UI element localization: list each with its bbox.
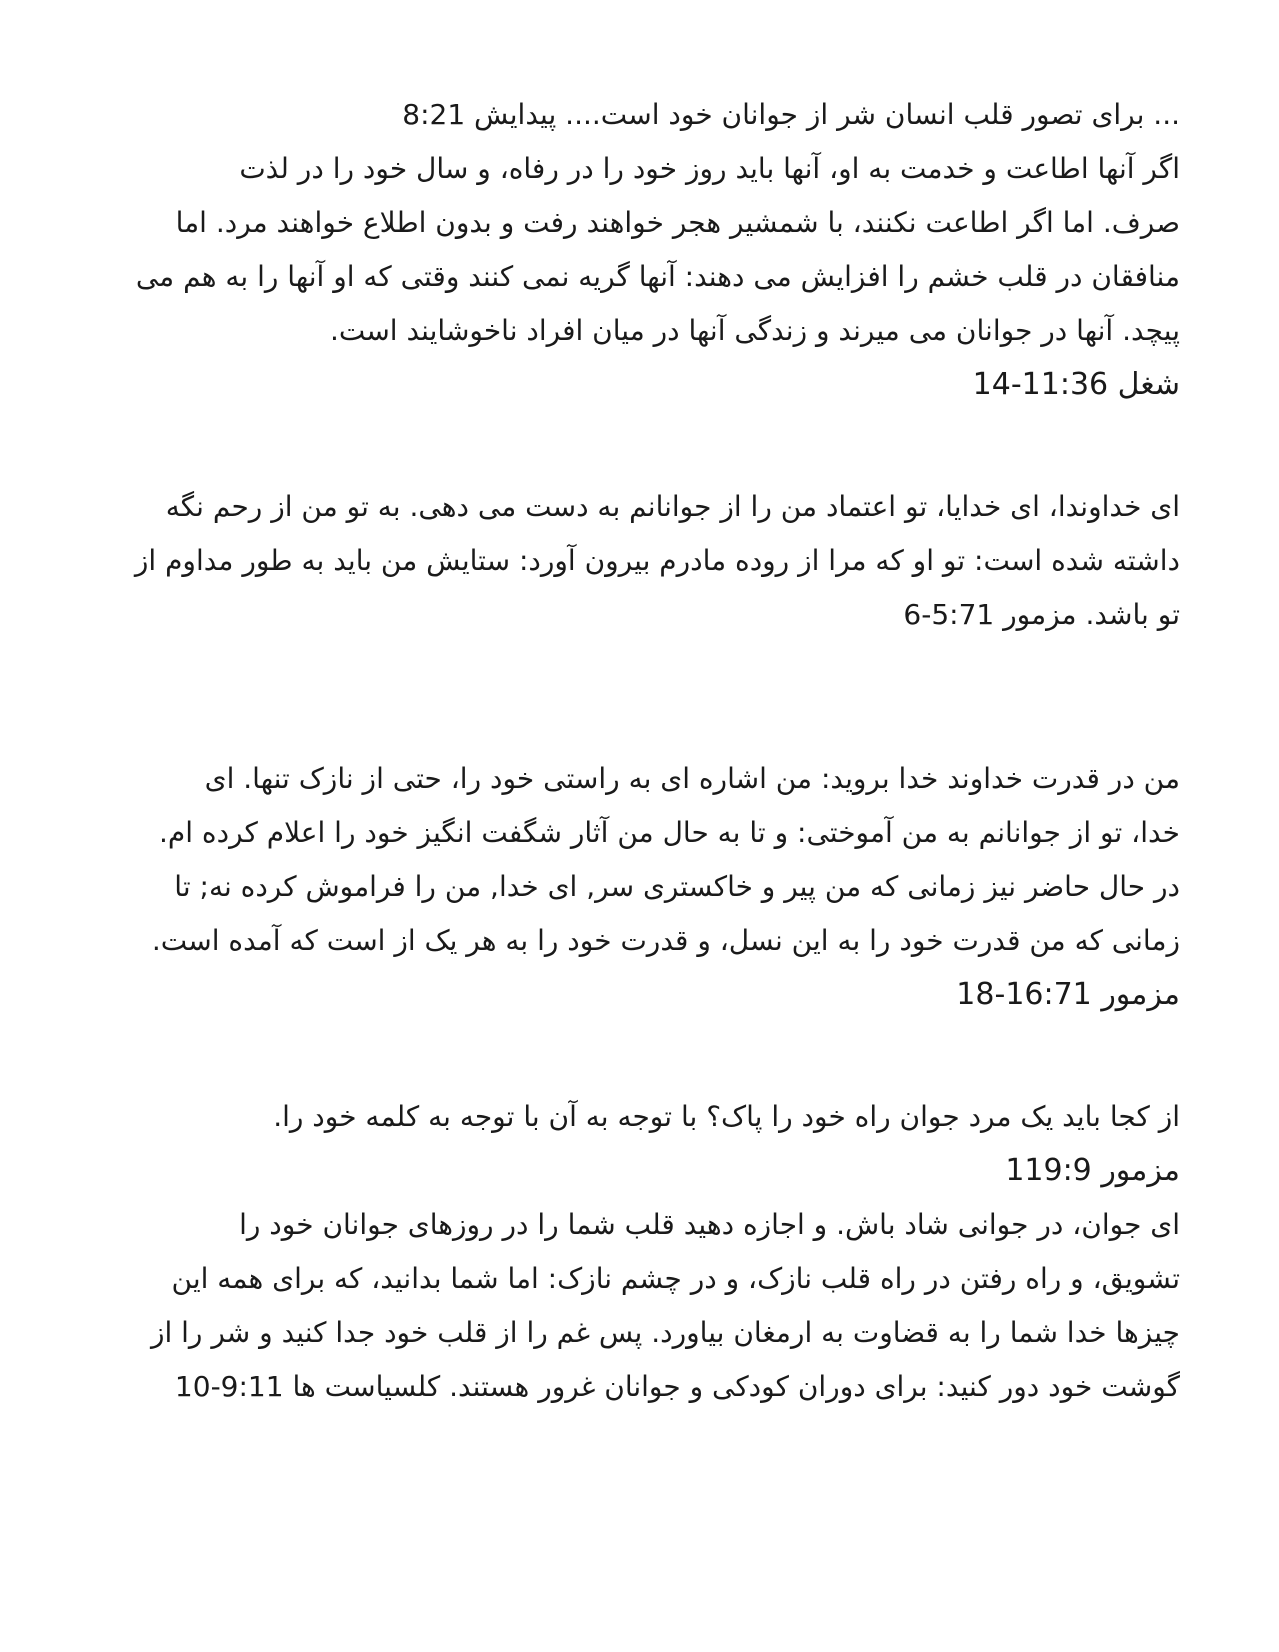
- text-line: تو باشد. مزمور 5:71-6: [903, 598, 1180, 631]
- text-line: داشته شده است: تو او که مرا از روده مادرم بیرون آورد: ستایش من باید به طور مداوم از: [134, 544, 1180, 577]
- text-line: ای خداوندا، ای خدایا، تو اعتماد من را از جوانانم به دست می دهی. به تو من از رحم نگه: [165, 490, 1180, 523]
- text-line: چیزها خدا شما را به قضاوت به ارمغان بیاورد. پس غم را از قلب خود جدا کنید و شر را از: [150, 1316, 1180, 1349]
- text-line: منافقان در قلب خشم را افزایش می دهند: آنها گریه نمی کنند وقتی که او آنها را به هم می: [135, 260, 1180, 293]
- text-line: ... برای تصور قلب انسان شر از جوانان خود است.... پیدایش 8:21: [402, 98, 1180, 131]
- text-line: از کجا باید یک مرد جوان راه خود را پاک؟ با توجه به آن با توجه به کلمه خود را.: [273, 1100, 1180, 1133]
- verse-reference: شغل 11:36-14: [972, 367, 1180, 402]
- section-spacer: [100, 412, 1180, 480]
- passage-genesis-job: [100, 88, 1180, 412]
- text-line: زمانی که من قدرت خود را به این نسل، و قدرت خود را به هر یک از است که آمده است.: [151, 924, 1180, 957]
- verse-reference: مزمور 16:71-18: [956, 977, 1180, 1012]
- passage-psalm-71-16: [100, 752, 1180, 1022]
- text-line: گوشت خود دور کنید: برای دوران کودکی و جوانان غرور هستند. کلسیاست ها 9:11-10: [174, 1370, 1180, 1403]
- text-line: خدا، تو از جوانانم به من آموختی: و تا به حال من آثار شگفت انگیز خود را اعلام کرده ام.: [159, 816, 1180, 849]
- verse-reference: مزمور 119:9: [1005, 1153, 1180, 1188]
- text-line: صرف. اما اگر اطاعت نکنند، با شمشیر هجر خواهند رفت و بدون اطلاع خواهند مرد. اما: [175, 206, 1180, 239]
- text-line: ای جوان، در جوانی شاد باش. و اجازه دهید قلب شما را در روزهای جوانان خود را: [239, 1208, 1180, 1241]
- section-spacer: [100, 642, 1180, 752]
- section-spacer: [100, 1022, 1180, 1090]
- text-line: پیچد. آنها در جوانان می میرند و زندگی آنها در میان افراد ناخوشایند است.: [329, 314, 1180, 347]
- passage-psalm-119-ecclesiastes: [100, 1090, 1180, 1414]
- text-line: در حال حاضر نیز زمانی که من پیر و خاکستری سر, ای خدا, من را فراموش کرده نه; تا: [174, 870, 1180, 903]
- document-page: [100, 88, 1180, 1414]
- text-line: اگر آنها اطاعت و خدمت به او، آنها باید روز خود را در رفاه، و سال خود را در لذت: [239, 152, 1180, 185]
- text-line: تشویق، و راه رفتن در راه قلب نازک، و در چشم نازک: اما شما بدانید، که برای همه این: [171, 1262, 1180, 1295]
- text-line: من در قدرت خداوند خدا بروید: من اشاره ای به راستی خود را، حتی از نازک تنها. ای: [204, 762, 1180, 795]
- passage-psalm-71-5: [100, 480, 1180, 642]
